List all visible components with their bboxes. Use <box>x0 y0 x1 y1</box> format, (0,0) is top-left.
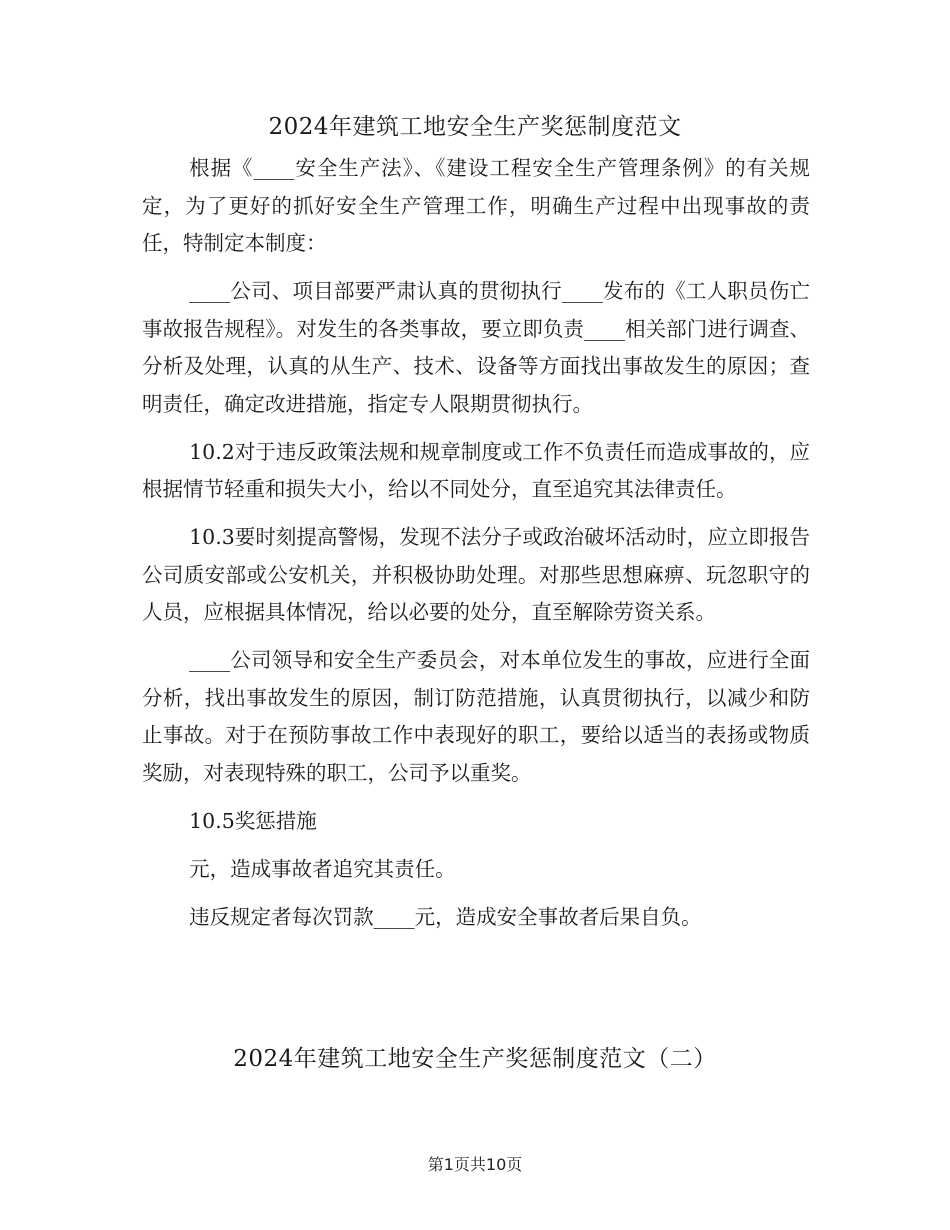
document-title: 2024年建筑工地安全生产奖惩制度范文 <box>268 114 682 140</box>
section-title: 2024年建筑工地安全生产奖惩制度范文（二） <box>233 1046 717 1072</box>
paragraph: ____公司、项目部要严肃认真的贯彻执行____发布的《工人职员伤亡事故报告规程》。对发生的各类事故，要立即负责____相关部门进行调查、分析及处理，认真的从生产、技术、设备等方面找出事故发生的原因；查明责任，确定改进措施，指定专人限期贯彻执行。 <box>142 279 810 416</box>
paragraph: 元，造成事故者追究其责任。 <box>189 856 456 881</box>
section-heading: 10.5奖惩措施 <box>189 808 317 833</box>
paragraph: ____公司领导和安全生产委员会，对本单位发生的事故，应进行全面分析，找出事故发生的原因，制订防范措施，认真贯彻执行，以减少和防止事故。对于在预防事故工作中表现好的职工，要给以适当的表扬或物质奖励，对表现特殊的职工，公司予以重奖。 <box>142 648 810 785</box>
paragraph: 违反规定者每次罚款____元，造成安全事故者后果自负。 <box>189 904 702 929</box>
document-body <box>142 150 810 947</box>
paragraph: 10.3要时刻提高警惕，发现不法分子或政治破坏活动时，应立即报告公司质安部或公安机关，并积极协助处理。对那些思想麻痹、玩忽职守的人员，应根据具体情况，给以必要的处分，直至解除劳资关系。 <box>142 525 810 624</box>
paragraph: 根据《____安全生产法》、《建设工程安全生产管理条例》的有关规定，为了更好的抓好安全生产管理工作，明确生产过程中出现事故的责任，特制定本制度： <box>142 156 810 255</box>
paragraph: 10.2对于违反政策法规和规章制度或工作不负责任而造成事故的，应根据情节轻重和损失大小，给以不同处分，直至追究其法律责任。 <box>142 439 810 501</box>
page-number: 第1页共10页 <box>427 1155 523 1174</box>
